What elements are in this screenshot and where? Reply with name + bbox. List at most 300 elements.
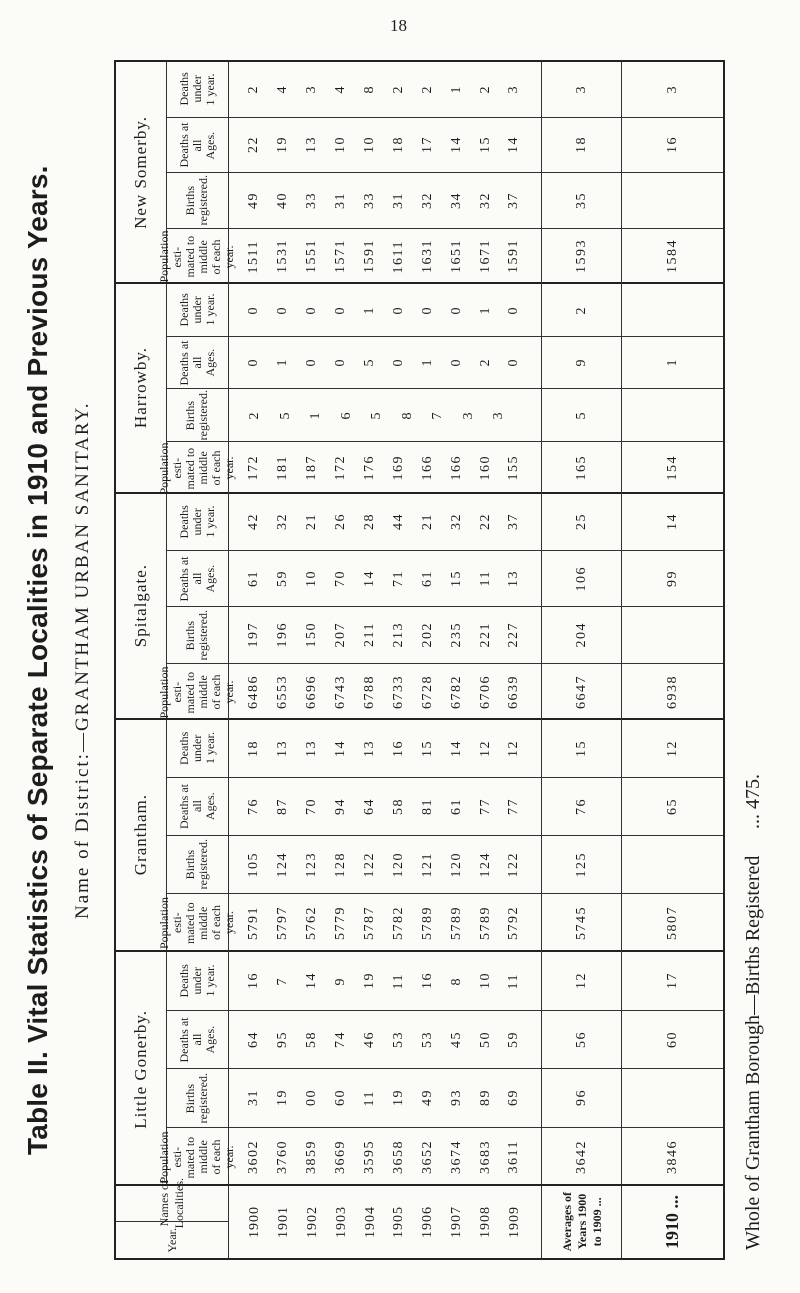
- year-1910-cell: 65: [621, 778, 723, 835]
- average-cell: 204: [541, 607, 622, 663]
- value-cell: 0: [448, 305, 464, 314]
- value-cell: 3: [506, 85, 522, 94]
- value-cell: 77: [477, 798, 493, 815]
- value-cell: 5792: [506, 906, 522, 940]
- value-cell: 0: [304, 305, 320, 314]
- value-cell: 10: [362, 136, 377, 154]
- value-cell: 4: [275, 85, 291, 94]
- average-cell: 3: [541, 62, 622, 117]
- value-cell: 00: [304, 1089, 320, 1107]
- year-1910-cell: 5807: [621, 894, 723, 952]
- value-cell: 15: [419, 740, 435, 757]
- value-cell: 11: [390, 972, 406, 989]
- value-cell: 3: [491, 410, 507, 419]
- value-cell: 31: [390, 191, 406, 209]
- value-cell: 122: [506, 851, 522, 878]
- value-cell: 187: [304, 455, 320, 481]
- row-births: [166, 607, 723, 664]
- year-1910-cell: 17: [621, 952, 723, 1010]
- value-cell: 8: [399, 410, 415, 419]
- value-cell: 49: [419, 1089, 435, 1107]
- value-cell: 0: [246, 358, 262, 367]
- column-header: Deaths under 1 year.: [166, 720, 229, 777]
- yearly-values: [228, 389, 541, 441]
- value-cell: 44: [390, 513, 406, 531]
- value-cell: 122: [362, 851, 377, 878]
- value-cell: 22: [246, 136, 262, 154]
- column-header: Deaths under 1 year.: [166, 494, 229, 550]
- column-header: Deaths at all Ages.: [166, 551, 229, 607]
- district-name: Grantham.: [116, 720, 167, 950]
- value-cell: 5787: [362, 906, 377, 940]
- value-cell: 3652: [419, 1139, 435, 1174]
- table-subtitle: Name of District:—GRANTHAM URBAN SANITARY.: [72, 401, 93, 919]
- value-cell: 172: [333, 455, 349, 481]
- year-1910-cell: 6938: [621, 664, 723, 721]
- value-cell: 14: [304, 972, 320, 990]
- row-deaths-all: [166, 1011, 723, 1070]
- year-1910-label: 1910 ...: [621, 1186, 723, 1258]
- value-cell: 21: [304, 513, 320, 531]
- row-deaths-under1: [166, 720, 723, 778]
- value-cell: 197: [246, 622, 262, 648]
- row-births: [166, 836, 723, 894]
- value-cell: 53: [390, 1030, 406, 1048]
- year-label: Year.: [164, 1227, 179, 1253]
- year-1910-cell: [621, 836, 723, 893]
- row-deaths-under1: [166, 62, 723, 118]
- value-cell: 19: [390, 1089, 406, 1107]
- yearly-values: [228, 836, 541, 893]
- district-block: [116, 720, 723, 952]
- value-cell: 0: [419, 305, 435, 314]
- year-1910-cell: 16: [621, 118, 723, 173]
- value-cell: 1611: [390, 239, 406, 273]
- value-cell: 15: [477, 136, 493, 154]
- column-header: Deaths under 1 year.: [166, 62, 229, 117]
- average-cell: 15: [541, 720, 622, 777]
- value-cell: 169: [390, 455, 406, 481]
- value-cell: 0: [333, 305, 349, 314]
- value-cell: 31: [333, 191, 349, 209]
- average-cell: 106: [541, 551, 622, 607]
- value-cell: 6: [338, 410, 354, 419]
- value-cell: 13: [304, 136, 320, 154]
- value-cell: 124: [477, 851, 493, 878]
- year-1910-cell: 60: [621, 1011, 723, 1069]
- year-1910-cell: [621, 389, 723, 441]
- value-cell: 1: [362, 305, 377, 314]
- statistics-table: [114, 60, 725, 1260]
- value-cell: 7: [430, 410, 446, 419]
- value-cell: 235: [448, 622, 464, 648]
- value-cell: 10: [304, 569, 320, 587]
- value-cell: 1511: [246, 239, 262, 273]
- average-cell: 56: [541, 1011, 622, 1069]
- value-cell: 176: [362, 455, 377, 481]
- column-header: Population esti- mated to middle of each year.: [157, 441, 236, 494]
- value-cell: 1551: [304, 239, 320, 274]
- value-cell: 181: [275, 455, 291, 481]
- year-cell: 1903: [333, 1206, 349, 1238]
- row-deaths-all: [166, 551, 723, 608]
- value-cell: 12: [506, 740, 522, 757]
- value-cell: 11: [506, 972, 522, 989]
- value-cell: 21: [419, 513, 435, 531]
- value-cell: 166: [448, 455, 464, 481]
- value-cell: 5: [277, 410, 293, 419]
- yearly-values: [228, 118, 541, 173]
- value-cell: 5782: [390, 906, 406, 940]
- year-cell: 1904: [362, 1206, 378, 1238]
- value-cell: 31: [246, 1089, 262, 1107]
- district-block: [116, 284, 723, 494]
- yearly-values: [228, 229, 541, 285]
- yearly-values: [228, 664, 541, 721]
- average-cell: 1593: [541, 229, 622, 285]
- value-cell: 2: [390, 85, 406, 94]
- value-cell: 13: [275, 740, 291, 757]
- yearly-values: [228, 442, 541, 495]
- value-cell: 45: [448, 1030, 464, 1048]
- value-cell: 60: [333, 1089, 349, 1107]
- row-population: [157, 894, 723, 952]
- yearly-values: [228, 337, 541, 389]
- yearly-values: [228, 720, 541, 777]
- average-cell: 5745: [541, 894, 622, 952]
- row-deaths-all: [166, 337, 723, 390]
- value-cell: 76: [246, 798, 262, 815]
- row-deaths-under1: [166, 494, 723, 551]
- value-cell: 1631: [419, 239, 435, 274]
- value-cell: 155: [506, 455, 522, 481]
- value-cell: 3683: [477, 1139, 493, 1174]
- value-cell: 9: [333, 976, 349, 985]
- average-cell: 5: [541, 389, 622, 441]
- average-cell: 9: [541, 337, 622, 389]
- yearly-values: [228, 62, 541, 117]
- yearly-values: [228, 173, 541, 228]
- value-cell: 3669: [333, 1139, 349, 1174]
- value-cell: 1: [477, 305, 493, 314]
- value-cell: 6553: [275, 674, 291, 709]
- value-cell: 89: [477, 1089, 493, 1107]
- value-cell: 0: [275, 305, 291, 314]
- year-cell: 1908: [477, 1206, 493, 1238]
- column-header: Deaths at all Ages.: [166, 118, 229, 173]
- column-header: Births registered.: [166, 607, 229, 663]
- value-cell: 10: [477, 972, 493, 990]
- average-cell: 76: [541, 778, 622, 835]
- value-cell: 0: [506, 358, 522, 367]
- value-cell: 3: [460, 410, 476, 419]
- value-cell: 3611: [506, 1140, 522, 1174]
- column-header: Population esti- mated to middle of each year.: [166, 664, 229, 721]
- value-cell: 70: [333, 569, 349, 587]
- value-cell: 150: [304, 622, 320, 648]
- value-cell: 32: [477, 191, 493, 209]
- value-cell: 95: [275, 1030, 291, 1048]
- column-header: Births registered.: [166, 173, 229, 228]
- value-cell: 1591: [362, 239, 377, 274]
- value-cell: 16: [419, 972, 435, 990]
- value-cell: 2: [246, 85, 262, 94]
- year-1910-cell: 3: [621, 62, 723, 117]
- side-note-text: Whole of Grantham Borough—Births Registered: [742, 855, 764, 1250]
- value-cell: 61: [448, 798, 464, 815]
- value-cell: 3658: [390, 1139, 406, 1174]
- value-cell: 14: [448, 136, 464, 154]
- value-cell: 49: [246, 191, 262, 209]
- value-cell: 69: [506, 1089, 522, 1107]
- row-deaths-under1: [166, 284, 723, 337]
- value-cell: 94: [333, 798, 349, 815]
- district-block: [116, 494, 723, 720]
- value-cell: 34: [448, 191, 464, 209]
- year-1910-cell: [621, 173, 723, 228]
- column-header: Deaths at all Ages.: [166, 778, 229, 835]
- value-cell: 32: [419, 191, 435, 209]
- value-cell: 221: [477, 622, 493, 648]
- value-cell: 160: [477, 455, 493, 481]
- value-cell: 14: [362, 569, 377, 587]
- yearly-values: [228, 1069, 541, 1127]
- value-cell: 213: [390, 622, 406, 648]
- value-cell: 0: [390, 358, 406, 367]
- value-cell: 2: [247, 410, 263, 419]
- year-1910-cell: 14: [621, 494, 723, 550]
- value-cell: 6733: [390, 674, 406, 709]
- year-cell: 1902: [304, 1206, 320, 1238]
- value-cell: 120: [390, 851, 406, 878]
- row-deaths-all: [166, 118, 723, 174]
- value-cell: 1: [419, 358, 435, 367]
- year-cell: 1905: [391, 1206, 407, 1238]
- year-1910-cell: [621, 607, 723, 663]
- table-title: Table II. Vital Statistics of Separate Localities in 1910 and Previous Years.: [22, 165, 53, 1155]
- value-cell: 71: [390, 569, 406, 587]
- column-header: Births registered.: [166, 389, 229, 441]
- value-cell: 32: [448, 513, 464, 531]
- value-cell: 3595: [362, 1139, 377, 1174]
- average-cell: 125: [541, 836, 622, 893]
- average-cell: 3642: [541, 1128, 622, 1187]
- value-cell: 3859: [304, 1139, 320, 1174]
- district-name: Harrowby.: [116, 284, 167, 492]
- row-population: [157, 229, 723, 285]
- value-cell: 16: [246, 972, 262, 990]
- value-cell: 5791: [246, 906, 262, 940]
- value-cell: 1: [275, 358, 291, 367]
- column-header: Births registered.: [166, 1069, 229, 1127]
- value-cell: 128: [333, 851, 349, 878]
- year-cell: 1906: [420, 1206, 436, 1238]
- value-cell: 2: [477, 358, 493, 367]
- column-header: Population esti- mated to middle of each year.: [166, 894, 229, 952]
- value-cell: 37: [506, 513, 522, 531]
- yearly-values: [228, 1011, 541, 1069]
- value-cell: 13: [362, 740, 377, 757]
- value-cell: 5797: [275, 906, 291, 940]
- value-cell: 13: [506, 569, 522, 587]
- value-cell: 58: [304, 1030, 320, 1048]
- value-cell: 81: [419, 798, 435, 815]
- value-cell: 46: [362, 1030, 377, 1048]
- year-cell: 1907: [448, 1206, 464, 1238]
- value-cell: 1591: [506, 239, 522, 274]
- value-cell: 61: [246, 569, 262, 587]
- value-cell: 3760: [275, 1139, 291, 1174]
- value-cell: 19: [275, 136, 291, 154]
- column-header: Deaths at all Ages.: [166, 337, 229, 389]
- value-cell: 196: [275, 622, 291, 648]
- value-cell: 2: [419, 85, 435, 94]
- row-population: [157, 1128, 723, 1187]
- names-of-localities-label: Names of Localities.: [116, 1186, 228, 1222]
- averages-label: Averages of Years 1900 to 1909 ...: [541, 1186, 622, 1258]
- column-header: Deaths under 1 year.: [166, 284, 229, 336]
- average-cell: 6647: [541, 664, 622, 721]
- value-cell: 1531: [275, 239, 291, 274]
- value-cell: 42: [246, 513, 262, 531]
- value-cell: 2: [477, 85, 493, 94]
- value-cell: 61: [419, 569, 435, 587]
- year-1910-cell: [621, 284, 723, 336]
- value-cell: 3674: [448, 1139, 464, 1174]
- value-cell: 19: [275, 1089, 291, 1107]
- value-cell: 207: [333, 622, 349, 648]
- row-population: [157, 441, 723, 495]
- value-cell: 6486: [246, 674, 262, 709]
- value-cell: 5789: [448, 906, 464, 940]
- value-cell: 11: [477, 570, 493, 587]
- yearly-values: [228, 607, 541, 663]
- year-1910-cell: 99: [621, 551, 723, 607]
- row-deaths-all: [166, 778, 723, 836]
- value-cell: 16: [390, 740, 406, 757]
- average-cell: 18: [541, 118, 622, 173]
- value-cell: 11: [362, 1089, 377, 1106]
- yearly-values: [228, 1128, 541, 1187]
- average-cell: 12: [541, 952, 622, 1010]
- value-cell: 5: [362, 358, 377, 367]
- value-cell: 227: [506, 622, 522, 648]
- district-name: New Somerby.: [116, 62, 167, 282]
- value-cell: 6639: [506, 674, 522, 709]
- district-name: Little Gonerby.: [116, 952, 167, 1186]
- value-cell: 3: [304, 85, 320, 94]
- row-births: [166, 1069, 723, 1128]
- value-cell: 172: [246, 455, 262, 481]
- average-cell: 96: [541, 1069, 622, 1127]
- value-cell: 64: [246, 1030, 262, 1048]
- value-cell: 124: [275, 851, 291, 878]
- value-cell: 18: [246, 740, 262, 757]
- side-note: [742, 560, 765, 1250]
- value-cell: 123: [304, 851, 320, 878]
- value-cell: 1: [308, 410, 324, 419]
- value-cell: 166: [419, 455, 435, 481]
- value-cell: 3602: [246, 1139, 262, 1174]
- value-cell: 14: [333, 740, 349, 757]
- yearly-values: [228, 894, 541, 952]
- value-cell: 105: [246, 851, 262, 878]
- value-cell: 26: [333, 513, 349, 531]
- average-cell: 35: [541, 173, 622, 228]
- value-cell: 50: [477, 1030, 493, 1048]
- value-cell: 19: [362, 972, 377, 990]
- value-cell: 28: [362, 513, 377, 531]
- value-cell: 6696: [304, 674, 320, 709]
- average-cell: 2: [541, 284, 622, 336]
- value-cell: 5789: [419, 906, 435, 940]
- value-cell: 7: [275, 976, 291, 985]
- value-cell: 121: [419, 851, 435, 878]
- value-cell: 0: [506, 305, 522, 314]
- value-cell: 211: [362, 622, 377, 648]
- value-cell: 12: [477, 740, 493, 757]
- value-cell: 59: [275, 569, 291, 587]
- value-cell: 6788: [362, 674, 377, 709]
- value-cell: 1671: [477, 239, 493, 274]
- column-header: Deaths at all Ages.: [166, 1011, 229, 1069]
- yearly-values: [228, 551, 541, 607]
- value-cell: 6743: [333, 674, 349, 709]
- value-cell: 70: [304, 798, 320, 815]
- value-cell: 5: [369, 410, 385, 419]
- year-header-row: [116, 1178, 723, 1258]
- row-births: [166, 173, 723, 229]
- average-cell: 165: [541, 442, 622, 495]
- value-cell: 6782: [448, 674, 464, 709]
- value-cell: 33: [362, 191, 377, 209]
- value-cell: 77: [506, 798, 522, 815]
- yearly-values: [228, 952, 541, 1010]
- year-list: [228, 1186, 541, 1258]
- page-number: 18: [390, 16, 407, 35]
- district-block: [116, 62, 723, 284]
- district-name: Spitalgate.: [116, 494, 167, 718]
- value-cell: 120: [448, 851, 464, 878]
- district-block: [116, 952, 723, 1186]
- row-deaths-under1: [166, 952, 723, 1011]
- value-cell: 5762: [304, 906, 320, 940]
- yearly-values: [228, 284, 541, 336]
- value-cell: 14: [448, 740, 464, 757]
- year-1910-cell: [621, 1069, 723, 1127]
- value-cell: 1651: [448, 239, 464, 274]
- value-cell: 17: [419, 136, 435, 154]
- value-cell: 8: [362, 85, 377, 94]
- average-cell: 25: [541, 494, 622, 550]
- value-cell: 10: [333, 136, 349, 154]
- value-cell: 93: [448, 1089, 464, 1107]
- column-header: Deaths under 1 year.: [166, 952, 229, 1010]
- year-cell: 1909: [506, 1206, 522, 1238]
- value-cell: 8: [448, 976, 464, 985]
- year-1910-cell: 154: [621, 442, 723, 495]
- value-cell: 33: [304, 191, 320, 209]
- year-1910-cell: 1: [621, 337, 723, 389]
- year-1910-cell: 1584: [621, 229, 723, 285]
- value-cell: 5789: [477, 906, 493, 940]
- side-note-number: ... 475.: [742, 773, 764, 829]
- value-cell: 0: [304, 358, 320, 367]
- value-cell: 87: [275, 798, 291, 815]
- value-cell: 18: [390, 136, 406, 154]
- value-cell: 59: [506, 1030, 522, 1048]
- value-cell: 14: [506, 136, 522, 154]
